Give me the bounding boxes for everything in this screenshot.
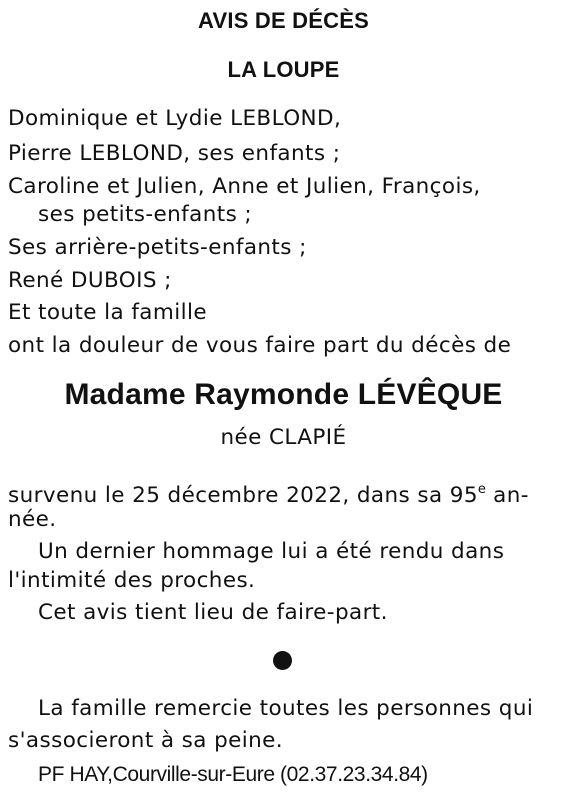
family-line: ses petits-enfants ; <box>38 202 253 227</box>
family-line: ont la douleur de vous faire part du décès de <box>8 333 512 358</box>
thanks-line: s'associeront à sa peine. <box>8 728 284 753</box>
family-line: Ses arrière-petits-enfants ; <box>8 235 307 260</box>
thanks-line: La famille remercie toutes les personnes qui <box>38 696 534 721</box>
death-date-text: survenu le 25 décembre 2022, dans sa 95 <box>8 483 478 508</box>
ordinal-suffix: e <box>477 482 486 497</box>
family-line: René DUBOIS ; <box>8 268 172 293</box>
deceased-name: Madame Raymonde LÉVÊQUE <box>64 378 503 411</box>
tribute-line: l'intimité des proches. <box>8 568 256 593</box>
maiden-name: née CLAPIÉ <box>220 425 347 450</box>
notice-place: LA LOUPE <box>227 57 340 82</box>
death-date-hyphenation: an- <box>485 483 529 508</box>
death-date-continuation: née. <box>8 507 57 532</box>
family-line: Pierre LEBLOND, ses enfants ; <box>8 141 341 166</box>
family-line: Et toute la famille <box>8 300 207 325</box>
bullet-separator-icon <box>273 651 292 670</box>
death-date-line <box>8 475 529 511</box>
family-line: Dominique et Lydie LEBLOND, <box>8 106 342 131</box>
notice-note: Cet avis tient lieu de faire-part. <box>38 600 388 625</box>
tribute-line: Un dernier hommage lui a été rendu dans <box>38 539 505 564</box>
family-line: Caroline et Julien, Anne et Julien, François, <box>8 174 481 199</box>
funeral-home-contact: PF HAY,Courville-sur-Eure (02.37.23.34.84) <box>38 763 428 786</box>
notice-title: AVIS DE DÉCÈS <box>198 8 369 33</box>
